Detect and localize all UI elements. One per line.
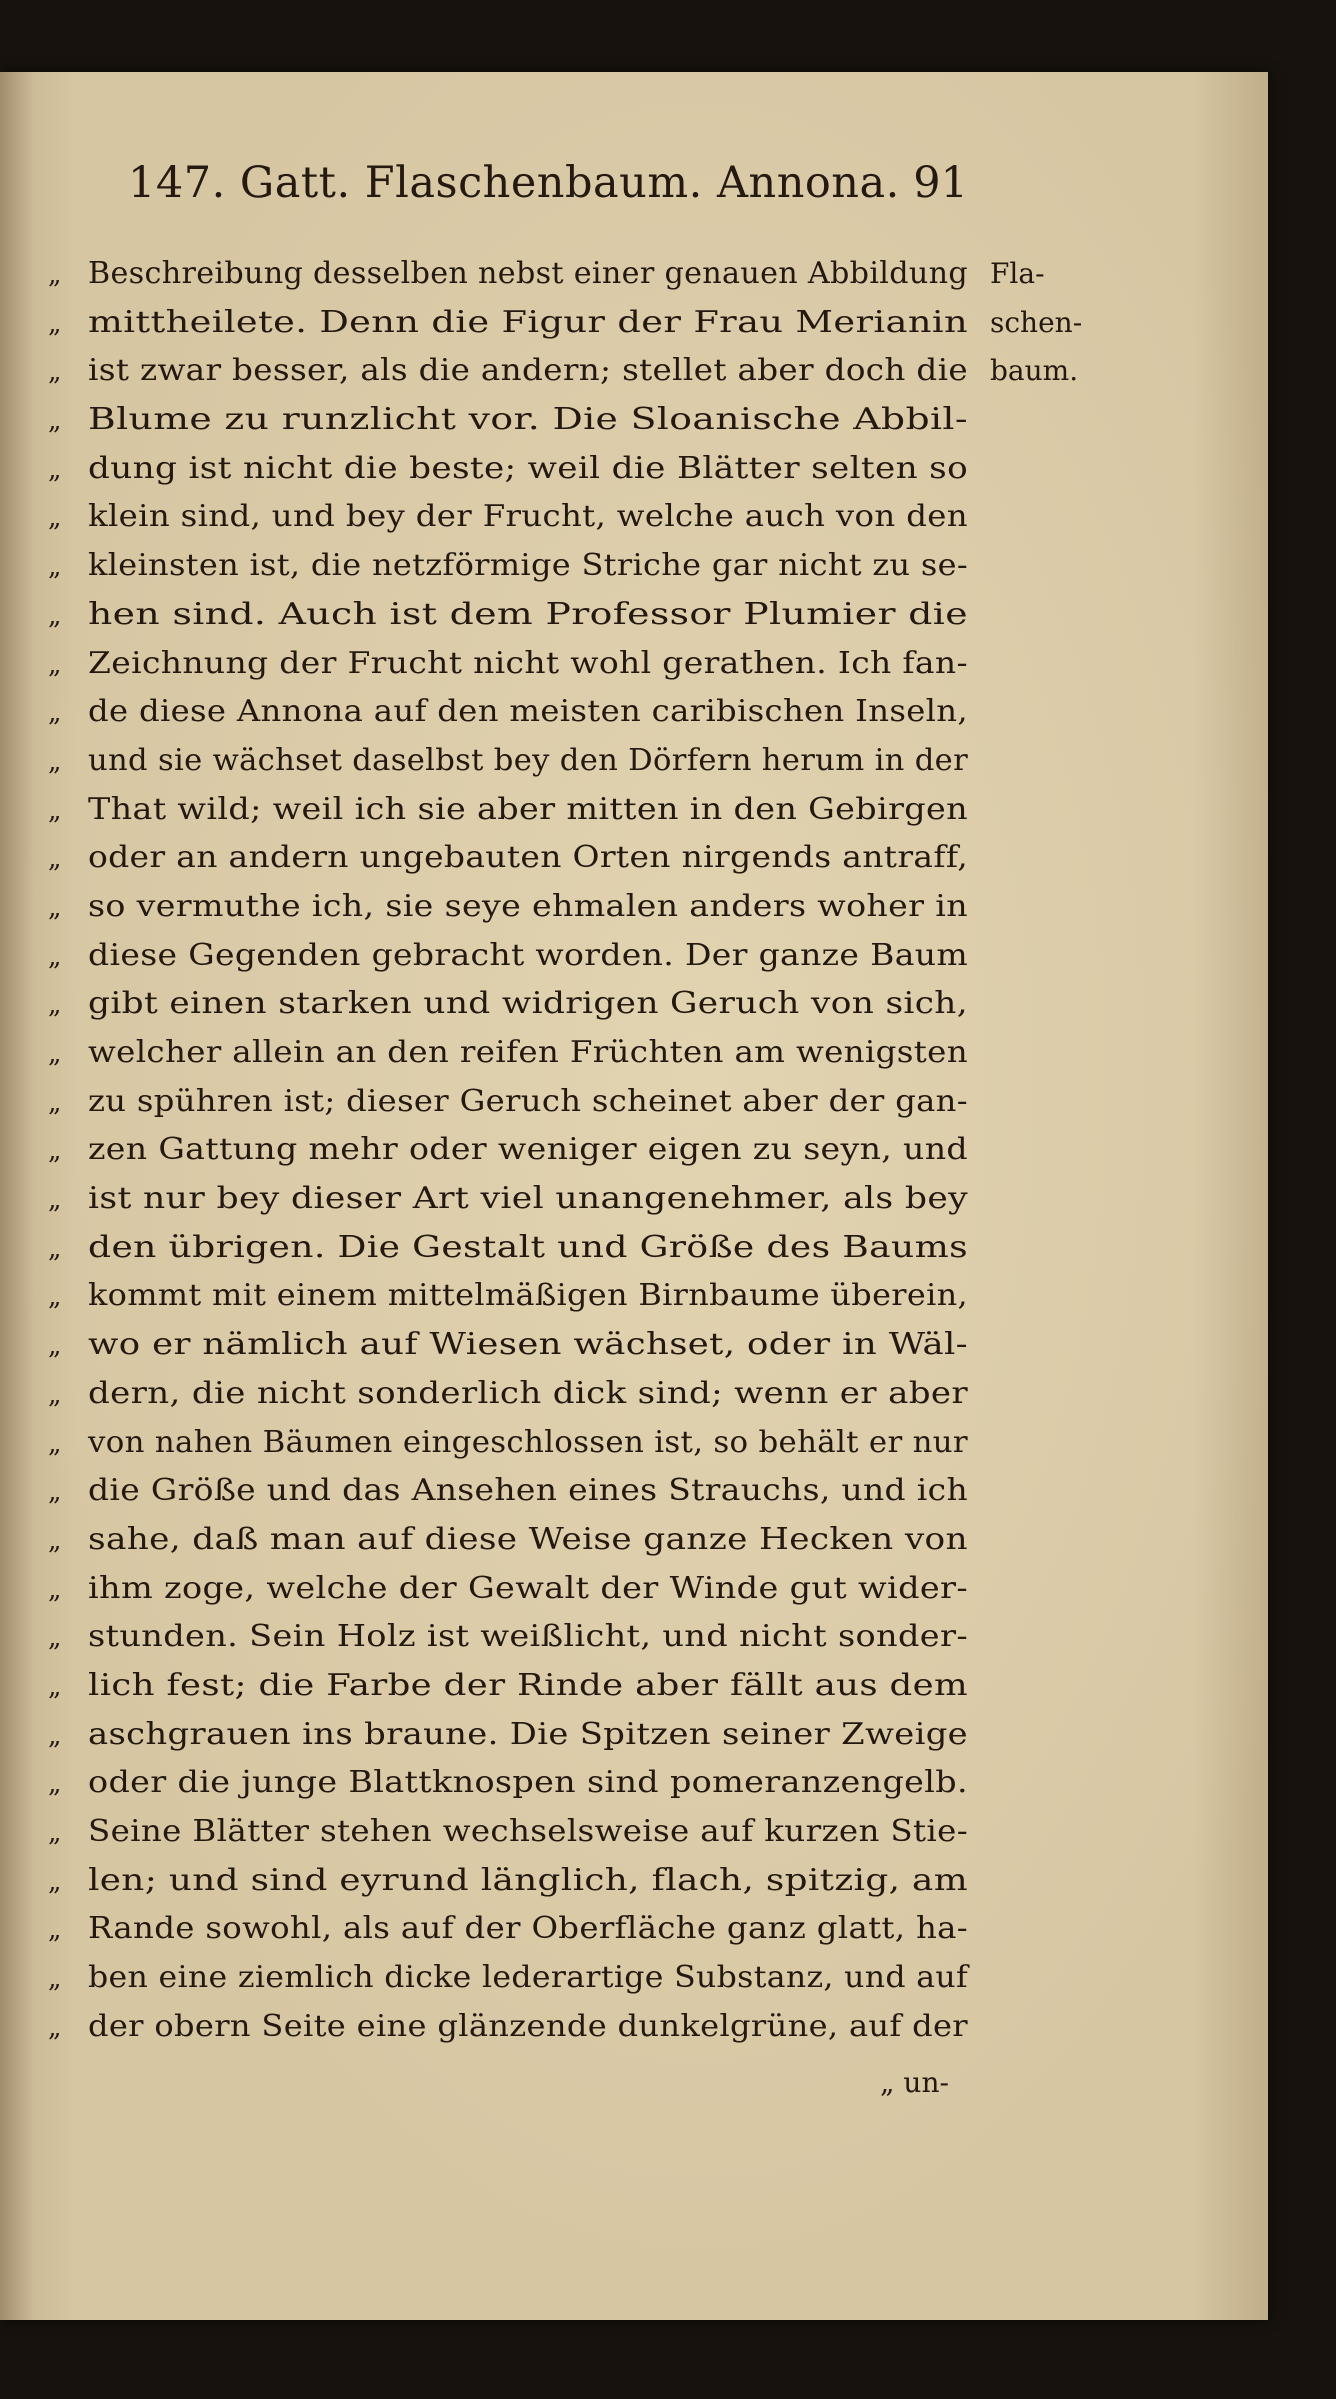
margin-note-line: schen- — [990, 305, 1083, 339]
text-line — [48, 834, 978, 883]
quote-mark: „ — [48, 600, 62, 631]
text-line — [48, 1954, 978, 2003]
quote-mark: „ — [48, 1915, 62, 1946]
text-line — [48, 1808, 978, 1857]
text-line — [48, 1711, 978, 1760]
text-line-content: Rande sowohl, als auf der Oberfläche ganz glatt, ha- — [88, 1911, 968, 1947]
text-line-content: ist nur bey dieser Art viel unangenehmer, als bey — [88, 1181, 969, 1217]
quote-mark: „ — [48, 1964, 62, 1995]
text-line-content: dung ist nicht die beste; weil die Blätter selten so — [88, 450, 969, 486]
text-line — [48, 542, 978, 591]
text-line-content: oder die junge Blattknospen sind pomeranzengelb. — [88, 1765, 968, 1801]
quote-mark: „ — [48, 2012, 62, 2043]
quote-mark: „ — [48, 1282, 62, 1313]
quote-mark: „ — [48, 990, 62, 1021]
text-line — [48, 493, 978, 542]
text-line-content: und sie wächset daselbst bey den Dörfern herum in der — [88, 742, 969, 778]
text-line-content: de diese Annona auf den meisten caribischen Inseln, — [88, 694, 969, 730]
margin-note-line: baum. — [990, 354, 1079, 388]
quote-mark: „ — [48, 1087, 62, 1118]
text-line — [48, 1467, 978, 1516]
text-line-content: Beschreibung desselben nebst einer genauen Abbildung — [88, 256, 969, 291]
text-line-content: welcher allein an den reifen Früchten am wenigsten — [88, 1035, 968, 1070]
text-line — [48, 299, 978, 348]
quote-mark: „ — [48, 1623, 62, 1654]
quote-mark: „ — [48, 941, 62, 972]
quote-mark: „ — [48, 1379, 62, 1410]
quote-mark: „ — [48, 1769, 62, 1800]
text-line-content: gibt einen starken und widrigen Geruch von sich, — [88, 986, 969, 1022]
text-line-content: len; und sind eyrund länglich, flach, spitzig, am — [88, 1862, 968, 1898]
quote-mark: „ — [48, 1428, 62, 1459]
text-line-content: That wild; weil ich sie aber mitten in den Gebirgen — [88, 791, 968, 827]
text-line-content: den übrigen. Die Gestalt und Größe des Baums — [88, 1229, 969, 1265]
quote-mark: „ — [48, 1136, 62, 1167]
text-line — [48, 1905, 978, 1954]
text-line-content: kommt mit einem mittelmäßigen Birnbaume überein, — [88, 1278, 968, 1314]
text-line-content: so vermuthe ich, sie seye ehmalen anders woher in — [88, 888, 969, 924]
text-line — [48, 1370, 978, 1419]
text-line-content: klein sind, und bey der Frucht, welche auch von den — [88, 499, 968, 535]
text-line — [48, 640, 978, 689]
text-line-content: zu spühren ist; dieser Geruch scheinet aber der gan- — [88, 1083, 968, 1119]
text-line — [48, 688, 978, 737]
quote-mark: „ — [48, 844, 62, 875]
quote-mark: „ — [48, 1233, 62, 1264]
text-line — [48, 932, 978, 981]
margin-note-line: Fla- — [990, 257, 1045, 290]
text-line — [48, 980, 978, 1029]
quote-mark: „ — [48, 649, 62, 680]
quote-mark: „ — [48, 308, 62, 339]
text-line — [48, 1272, 978, 1321]
text-line — [48, 1321, 978, 1370]
text-line-content: oder an andern ungebauten Orten nirgends antraff, — [88, 840, 969, 876]
text-line — [48, 1613, 978, 1662]
text-line — [48, 1078, 978, 1127]
text-line — [48, 786, 978, 835]
quote-mark: „ — [48, 552, 62, 583]
text-line-content: Zeichnung der Frucht nicht wohl gerathen. Ich fan- — [88, 645, 968, 681]
quote-mark: „ — [48, 1671, 62, 1702]
quote-mark: „ — [48, 1574, 62, 1605]
text-line — [48, 1029, 978, 1078]
text-line — [48, 1857, 978, 1906]
quote-mark: „ — [48, 1331, 62, 1362]
text-line-content: diese Gegenden gebracht worden. Der ganze Baum — [88, 937, 969, 973]
text-line-content: stunden. Sein Holz ist weißlicht, und nicht sonder- — [88, 1619, 969, 1655]
running-header — [128, 150, 968, 220]
quote-mark: „ — [48, 454, 62, 485]
text-line-content: aschgrauen ins braune. Die Spitzen seiner Zweige — [88, 1716, 969, 1752]
text-line — [48, 1224, 978, 1273]
running-head-title: 147. Gatt. Flaschenbaum. Annona. — [128, 158, 900, 208]
quote-mark: „ — [48, 1039, 62, 1069]
text-line — [48, 347, 978, 396]
text-line — [48, 1516, 978, 1565]
catchword: „ un- — [880, 2066, 949, 2099]
text-line — [48, 737, 978, 786]
text-line — [48, 1175, 978, 1224]
text-line-content: ist zwar besser, als die andern; stellet aber doch die — [88, 353, 968, 389]
quote-mark: „ — [48, 1818, 62, 1848]
quote-mark: „ — [48, 746, 62, 777]
text-line-content: dern, die nicht sonderlich dick sind; wenn er aber — [88, 1375, 968, 1411]
quote-mark: „ — [48, 698, 62, 729]
text-line — [48, 883, 978, 932]
text-line-content: Blume zu runzlicht vor. Die Sloanische Abbil- — [88, 402, 968, 438]
quote-mark: „ — [48, 1477, 62, 1508]
text-line-content: die Größe und das Ansehen eines Strauchs, und ich — [88, 1473, 969, 1509]
quote-mark: „ — [48, 406, 62, 437]
quote-mark: „ — [48, 260, 62, 290]
quote-mark: „ — [48, 357, 62, 388]
text-line — [48, 250, 978, 299]
text-line — [48, 2003, 978, 2052]
text-line — [48, 1419, 978, 1468]
text-line — [48, 396, 978, 445]
quote-mark: „ — [48, 892, 62, 923]
text-line-content: der obern Seite eine glänzende dunkelgrüne, auf der — [88, 2008, 968, 2044]
text-line-content: kleinsten ist, die netzförmige Striche gar nicht zu se- — [88, 548, 969, 584]
text-line-content: mittheilete. Denn die Figur der Frau Merianin — [88, 304, 968, 340]
quote-mark: „ — [48, 795, 62, 826]
text-line-content: ben eine ziemlich dicke lederartige Substanz, und auf — [88, 1960, 969, 1996]
margin-note — [990, 250, 1100, 396]
page-number: 91 — [913, 158, 968, 208]
text-line — [48, 1126, 978, 1175]
text-line — [48, 445, 978, 494]
text-line — [48, 1565, 978, 1614]
text-line-content: wo er nämlich auf Wiesen wächset, oder in Wäl- — [88, 1327, 969, 1363]
text-line — [48, 1662, 978, 1711]
body-text — [48, 250, 978, 2051]
text-line-content: sahe, daß man auf diese Weise ganze Hecken von — [88, 1521, 968, 1557]
text-line-content: hen sind. Auch ist dem Professor Plumier die — [88, 596, 968, 632]
text-line-content: zen Gattung mehr oder weniger eigen zu seyn, und — [88, 1132, 969, 1168]
text-line-content: von nahen Bäumen eingeschlossen ist, so behält er nur — [88, 1424, 968, 1460]
quote-mark: „ — [48, 1720, 62, 1751]
quote-mark: „ — [48, 1185, 62, 1216]
text-line-content: Seine Blätter stehen wechselsweise auf kurzen Stie- — [88, 1814, 969, 1849]
quote-mark: „ — [48, 503, 62, 534]
text-line-content: ihm zoge, welche der Gewalt der Winde gut wider- — [88, 1570, 969, 1606]
text-line — [48, 1759, 978, 1808]
text-line — [48, 591, 978, 640]
quote-mark: „ — [48, 1525, 62, 1556]
page-gutter-shadow — [0, 72, 34, 2320]
quote-mark: „ — [48, 1866, 62, 1897]
text-line-content: lich fest; die Farbe der Rinde aber fällt aus dem — [88, 1667, 968, 1703]
